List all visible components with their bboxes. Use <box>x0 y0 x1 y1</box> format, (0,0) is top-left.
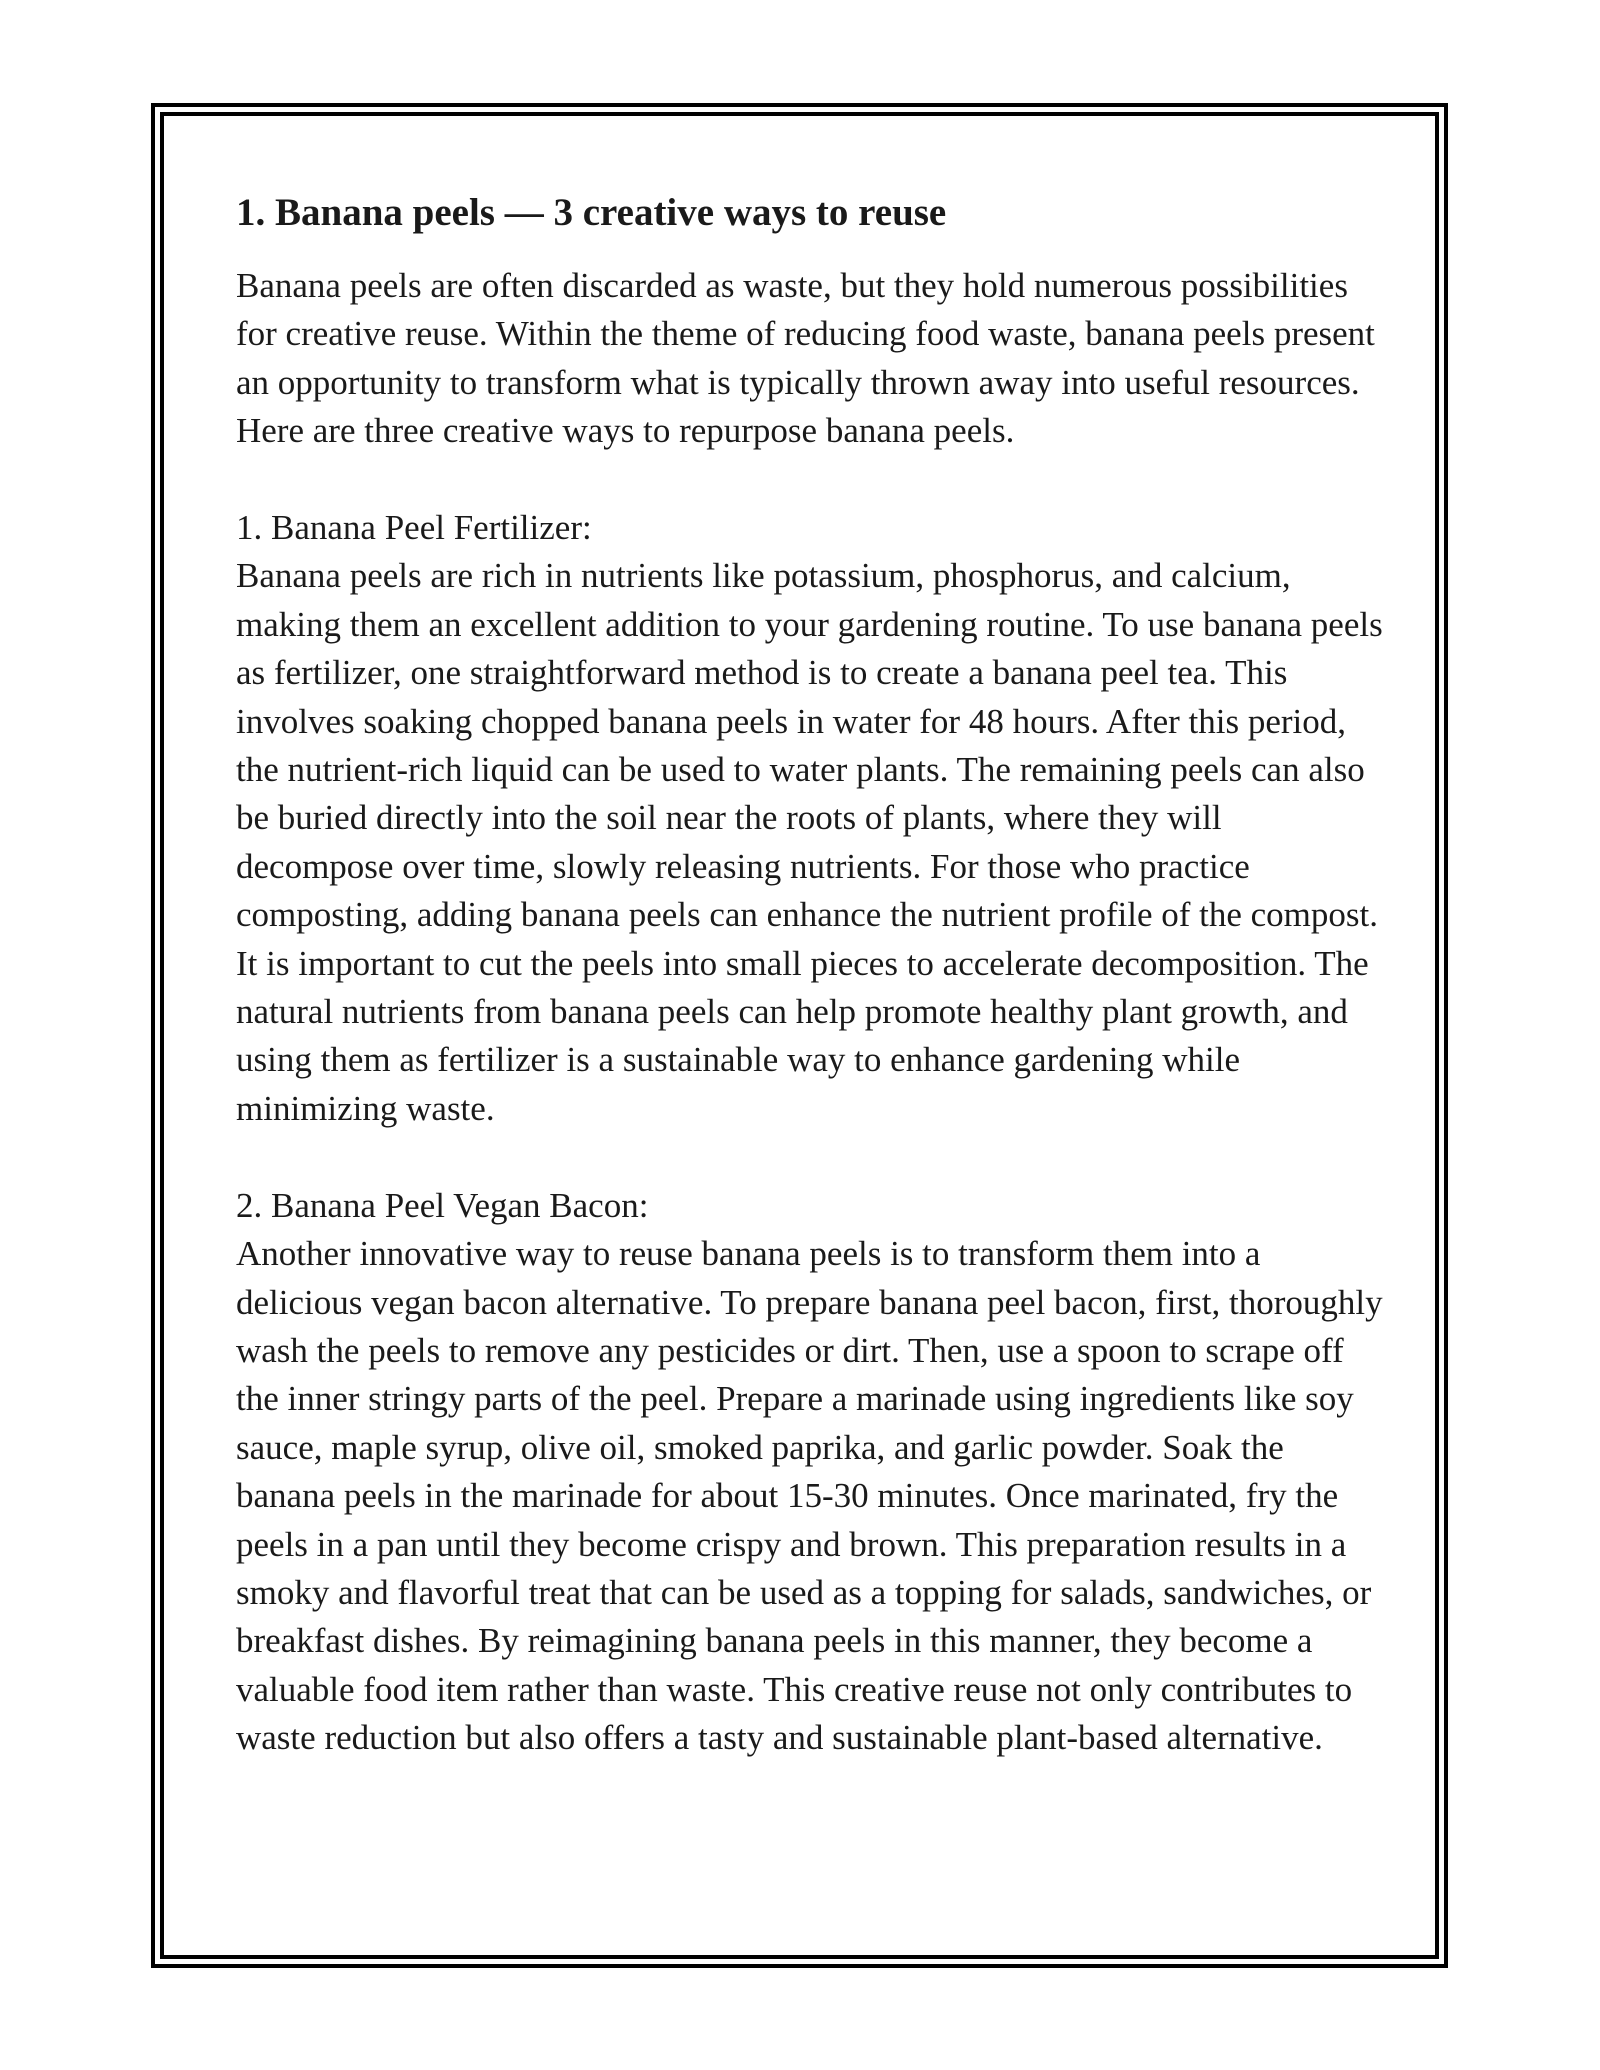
document-body <box>236 184 1386 1763</box>
section-body: Another innovative way to reuse banana peels is to transform them into a delicious vegan bacon alternative. To prepare banana peel bacon, first, thoroughly wash the peels to remove any pesticides or dirt. Then, use a spoon to scrape off the inner stringy parts of the peel. Prepare a marinade using ingredients like soy sauce, maple syrup, olive oil, smoked paprika, and garlic powder. Soak the banana peels in the marinade for about 15-30 minutes. Once marinated, fry the peels in a pan until they become crispy and brown. This preparation results in a smoky and flavorful treat that can be used as a topping for salads, sandwiches, or breakfast dishes. By reimagining banana peels in this manner, they become a valuable food item rather than waste. This creative reuse not only contributes to waste reduction but also offers a tasty and sustainable plant-based alternative. <box>236 1234 1383 1758</box>
section-heading: 2. Banana Peel Vegan Bacon: <box>236 1185 649 1225</box>
section-vegan-bacon <box>236 1182 1386 1763</box>
section-body: Banana peels are rich in nutrients like potassium, phosphorus, and calcium, making them an excellent addition to your gardening routine. To use banana peels as fertilizer, one straightforward method is to create a banana peel tea. This involves soaking chopped banana peels in water for 48 hours. After this period, the nutrient-rich liquid can be used to water plants. The remaining peels can also be buried directly into the soil near the roots of plants, where they will decompose over time, slowly releasing nutrients. For those who practice composting, adding banana peels can enhance the nutrient profile of the compost. It is important to cut the peels into small pieces to accelerate decomposition. The natural nutrients from banana peels can help promote healthy plant growth, and using them as fertilizer is a sustainable way to enhance gardening while minimizing waste. <box>236 556 1383 1128</box>
section-heading: 1. Banana Peel Fertilizer: <box>236 508 592 548</box>
intro-paragraph: Banana peels are often discarded as waste, but they hold numerous possibilities for creative reuse. Within the theme of reducing food waste, banana peels present an opportunity to transform what is typically thrown away into useful resources. Here are three creative ways to repurpose banana peels. <box>236 266 1375 451</box>
section-fertilizer <box>236 504 1386 1133</box>
document-title: 1. Banana peels — 3 creative ways to reuse <box>236 191 947 234</box>
